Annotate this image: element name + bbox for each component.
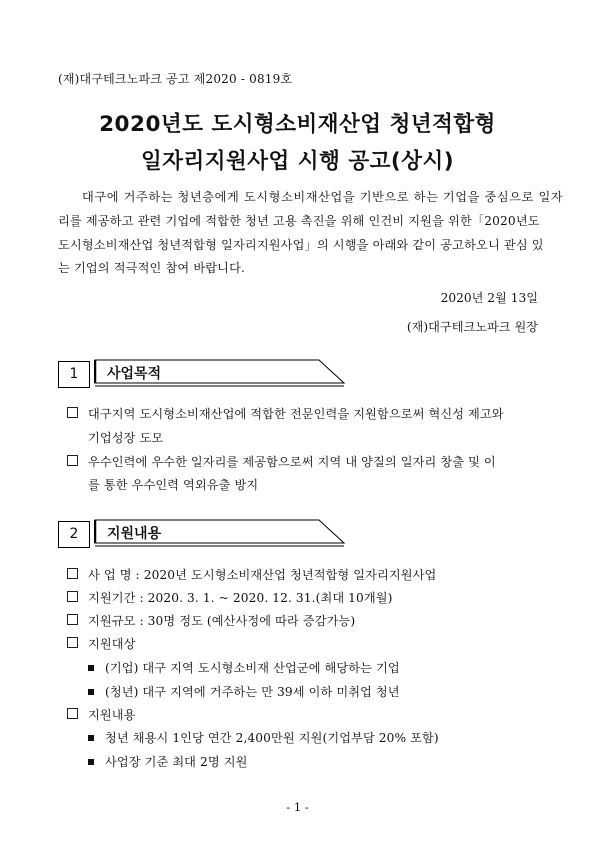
intro-line-3: 도시형소비재산업 청년적합형 일자리지원사업」의 시행을 아래와 같이 공고하오니 관심 있: [58, 238, 544, 252]
checkbox-icon: [67, 591, 78, 602]
page-title-line1: 2020년도 도시형소비재산업 청년적합형: [99, 112, 496, 137]
square-bullet-icon: [88, 759, 94, 765]
section-title: 지원내용: [107, 526, 162, 542]
section-title: 사업목적: [107, 366, 162, 382]
intro-line-2: 리를 제공하고 관련 기업에 적합한 청년 고용 촉진을 위해 인건비 지원을 위한「2020년도: [58, 214, 540, 228]
intro-line-4: 는 기업의 적극적인 참여 바랍니다.: [58, 261, 246, 275]
sub-list-item: (청년) 대구 지역에 거주하는 만 39세 이하 미취업 청년: [88, 683, 400, 700]
page-number: - 1 -: [286, 800, 309, 814]
checkbox-icon: [67, 568, 78, 579]
list-item: 지원규모 : 30명 정도 (예산사정에 따라 증감가능): [67, 612, 355, 629]
notice-date: 2020년 2월 13일: [440, 291, 538, 305]
list-item: 대구지역 도시형소비재산업에 적합한 전문인력을 지원함으로써 혁신성 제고와: [67, 405, 504, 422]
sub-list-item: 청년 채용시 1인당 연간 2,400만원 지원(기업부담 20% 포함): [88, 729, 439, 746]
square-bullet-icon: [88, 665, 94, 671]
list-item: 지원기간 : 2020. 3. 1. ~ 2020. 12. 31.(최대 10개월): [67, 589, 393, 606]
sub-list-item: 사업장 기준 최대 2명 지원: [88, 753, 247, 770]
list-item-continuation: 기업성장 도모: [88, 431, 164, 445]
list-item: 사 업 명 : 2020년 도시형소비재산업 청년적합형 일자리지원사업: [67, 566, 436, 583]
checkbox-icon: [67, 708, 78, 719]
checkbox-icon: [67, 637, 78, 648]
list-item-continuation: 를 통한 우수인력 역외유출 방지: [88, 478, 259, 492]
page-title-line2: 일자리지원사업 시행 공고(상시): [140, 149, 455, 174]
checkbox-icon: [67, 614, 78, 625]
section-number-box: 1: [58, 361, 90, 388]
checkbox-icon: [67, 407, 78, 418]
checkbox-icon: [67, 455, 78, 466]
list-item: 우수인력에 우수한 일자리를 제공함으로써 지역 내 양질의 일자리 창출 및 이: [67, 453, 496, 470]
square-bullet-icon: [88, 689, 94, 695]
list-item: 지원내용: [67, 706, 136, 723]
intro-line-1: 대구에 거주하는 청년층에게 도시형소비재산업을 기반으로 하는 기업을 중심으로 일자: [82, 190, 564, 204]
list-item: 지원대상: [67, 635, 136, 652]
section-number-box: 2: [58, 521, 90, 548]
issuer-name: (재)대구테크노파크 원장: [406, 320, 538, 334]
sub-list-item: (기업) 대구 지역 도시형소비재 산업군에 해당하는 기업: [88, 659, 400, 676]
square-bullet-icon: [88, 735, 94, 741]
notice-number: (재)대구테크노파크 공고 제2020 - 0819호: [58, 72, 293, 86]
